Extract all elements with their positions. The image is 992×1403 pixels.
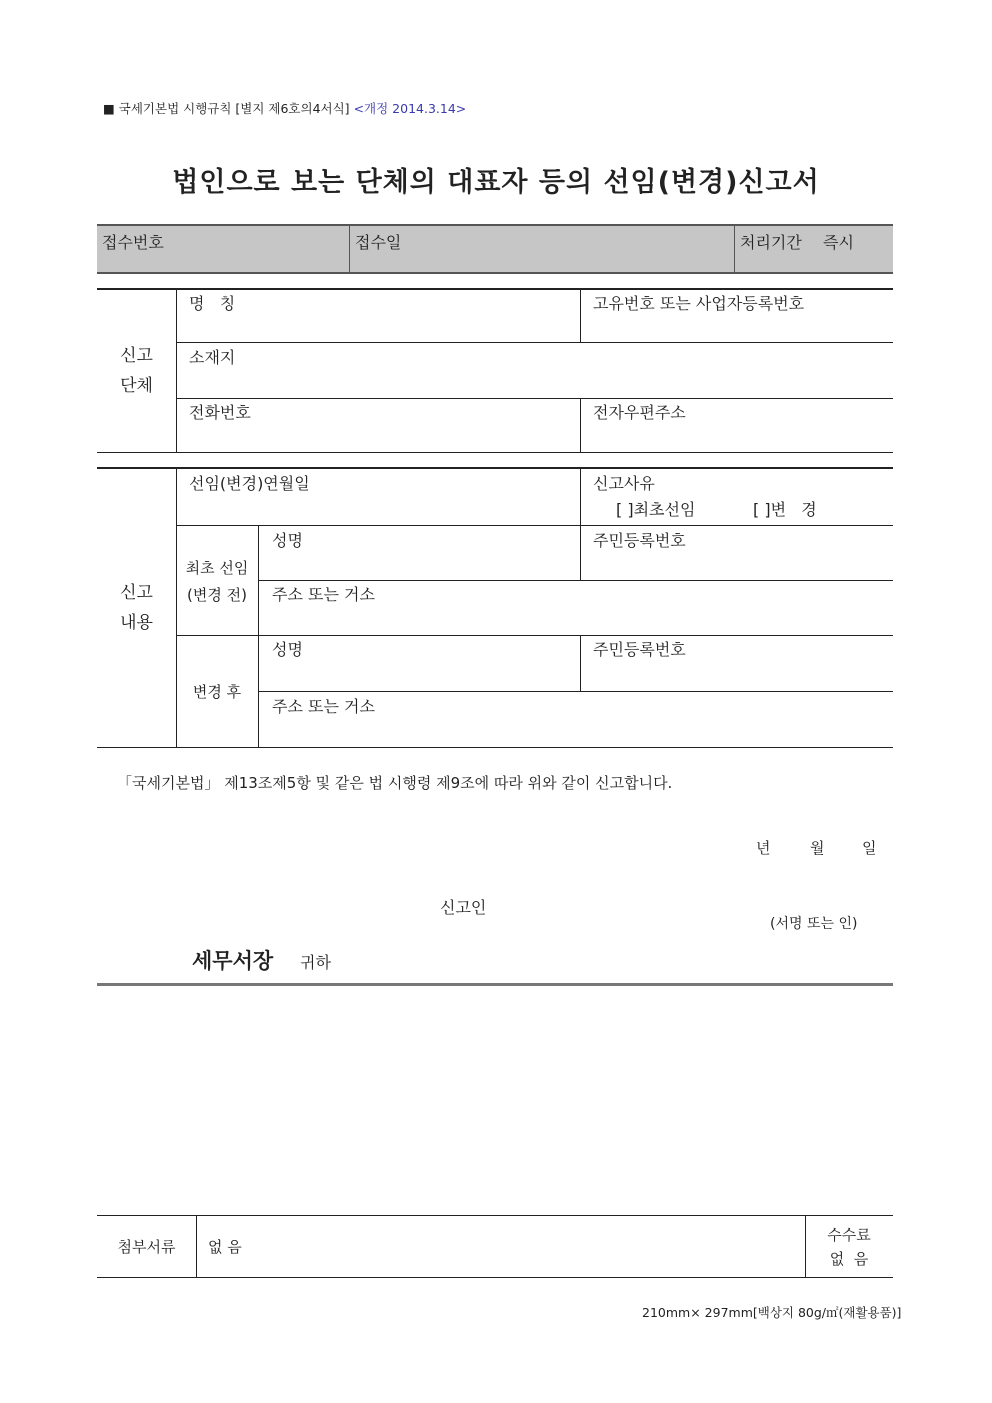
date-month: 월 xyxy=(810,839,825,857)
rule xyxy=(580,525,581,580)
org-section-label-line2: 단체 xyxy=(120,376,153,396)
rule xyxy=(258,580,893,581)
signer-label: 신고인 xyxy=(440,898,487,917)
org-section-label xyxy=(97,341,176,401)
rule xyxy=(258,691,893,692)
before-change-label-line2: (변경 전) xyxy=(187,586,247,604)
appointment-date-label: 선임(변경)연월일 xyxy=(189,474,310,493)
rule xyxy=(97,452,893,453)
form-reference-text: ■ 국세기본법 시행규칙 [별지 제6호의4서식] xyxy=(103,101,350,116)
receipt-bar xyxy=(97,224,893,274)
processing-period-value: 즉시 xyxy=(823,233,854,252)
after-address-label: 주소 또는 거소 xyxy=(272,697,375,716)
rule xyxy=(97,747,893,748)
rule xyxy=(97,467,893,469)
rule xyxy=(176,635,893,636)
rule xyxy=(176,525,893,526)
fee-label: 수수료 xyxy=(827,1226,871,1244)
rule xyxy=(97,288,893,290)
rule xyxy=(176,398,893,399)
option-change[interactable]: [ ]변 경 xyxy=(753,500,817,519)
receipt-number-label: 접수번호 xyxy=(102,233,164,252)
attachment-value: 없 음 xyxy=(208,1238,242,1256)
receipt-divider xyxy=(349,226,350,272)
org-name-label: 명 칭 xyxy=(189,294,236,313)
rule xyxy=(97,1277,893,1278)
option-first-appointment[interactable]: [ ]최초선임 xyxy=(616,500,696,519)
content-section-label xyxy=(97,578,176,638)
after-name-label: 성명 xyxy=(272,640,303,659)
attachment-label: 첨부서류 xyxy=(117,1238,176,1256)
paper-spec: 210mm× 297mm[백상지 80g/㎡(재활용품)] xyxy=(642,1305,902,1320)
date-day: 일 xyxy=(862,839,877,857)
org-location-label: 소재지 xyxy=(189,348,236,367)
rule xyxy=(580,289,581,342)
declaration-statement: 「국세기본법」 제13조제5항 및 같은 법 시행령 제9조에 따라 위와 같이 신고합니다. xyxy=(117,774,673,792)
after-change-label: 변경 후 xyxy=(192,683,242,701)
tax-office-chief: 세무서장 xyxy=(192,949,274,973)
before-address-label: 주소 또는 거소 xyxy=(272,585,375,604)
rule xyxy=(196,1215,197,1277)
content-section-label-line1: 신고 xyxy=(120,583,153,603)
form-reference xyxy=(103,99,466,117)
rule xyxy=(580,635,581,691)
content-section-label-line2: 내용 xyxy=(120,613,153,633)
receipt-divider xyxy=(734,226,735,272)
bottom-rule xyxy=(97,983,893,986)
report-reason-label: 신고사유 xyxy=(593,474,655,493)
org-id-label: 고유번호 또는 사업자등록번호 xyxy=(593,294,805,313)
rule xyxy=(580,398,581,452)
rule xyxy=(176,342,893,343)
date-year: 년 xyxy=(756,839,771,857)
processing-period-label: 처리기간 xyxy=(740,233,802,252)
revision-date: <개정 2014.3.14> xyxy=(353,101,467,116)
after-rrn-label: 주민등록번호 xyxy=(593,640,686,659)
fee-value: 없 음 xyxy=(829,1250,869,1268)
rule xyxy=(258,525,259,747)
recipient-honorific: 귀하 xyxy=(300,953,331,972)
rule xyxy=(580,468,581,525)
receipt-date-label: 접수일 xyxy=(355,233,402,252)
rule xyxy=(97,1215,893,1216)
rule xyxy=(176,289,177,452)
sign-note: (서명 또는 인) xyxy=(770,916,858,932)
org-email-label: 전자우편주소 xyxy=(593,403,686,422)
document-title: 법인으로 보는 단체의 대표자 등의 선임(변경)신고서 xyxy=(172,167,820,198)
before-rrn-label: 주민등록번호 xyxy=(593,531,686,550)
org-section-label-line1: 신고 xyxy=(120,346,153,366)
before-change-label xyxy=(176,555,258,609)
before-name-label: 성명 xyxy=(272,531,303,550)
org-phone-label: 전화번호 xyxy=(189,403,251,422)
before-change-label-line1: 최초 선임 xyxy=(185,559,249,577)
